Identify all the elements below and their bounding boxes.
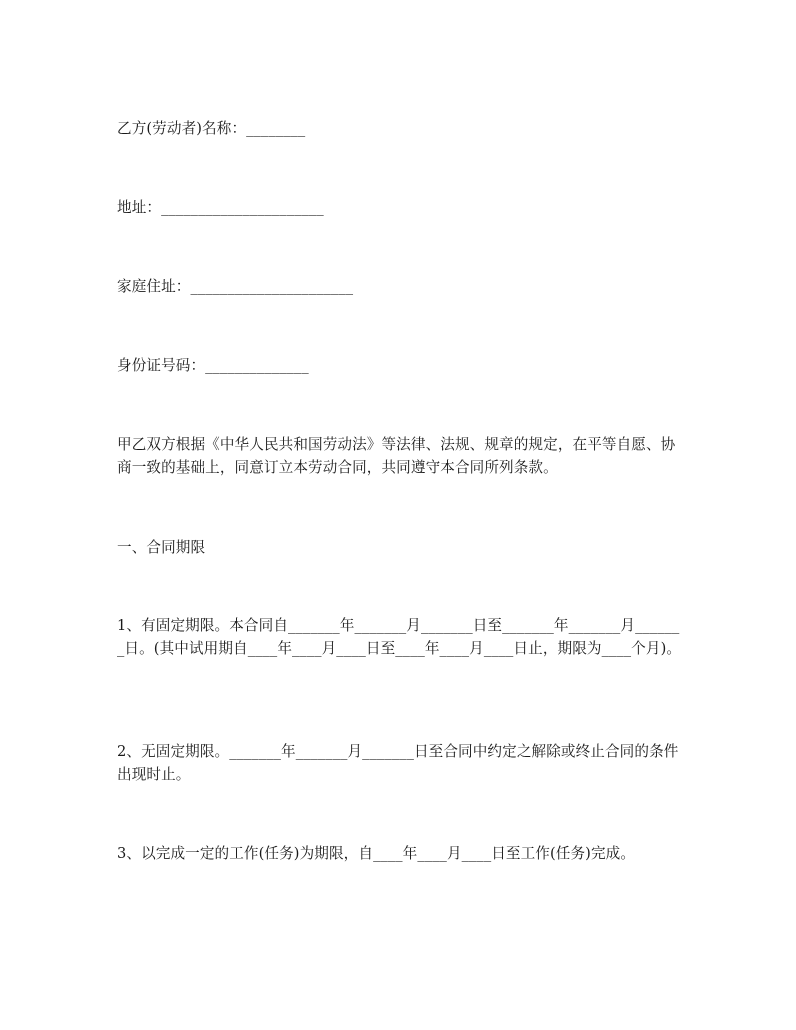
clause-task-based-term: 3、以完成一定的工作(任务)为期限，自____年____月____日至工作(任务)完成。 — [117, 845, 636, 862]
home-address-field: 家庭住址：______________________ — [117, 278, 354, 295]
party-b-name-field: 乙方(劳动者)名称：________ — [117, 120, 306, 137]
section-heading-contract-term: 一、合同期限 — [117, 539, 206, 556]
clause-open-term: 2、无固定期限。_______年_______月_______日至合同中约定之解除或终止合同的条件出现时止。 — [117, 743, 679, 783]
id-number-field: 身份证号码：______________ — [117, 357, 309, 374]
clause-fixed-term: 1、有固定期限。本合同自_______年_______月_______日至_______年_______月_______日。(其中试用期自____年____月____日至____年____月____日止，期限为____个月)。 — [117, 617, 682, 657]
address-field: 地址：______________________ — [117, 199, 324, 216]
preamble-paragraph: 甲乙双方根据《中华人民共和国劳动法》等法律、法规、规章的规定，在平等自愿、协商一致的基础上，同意订立本劳动合同，共同遵守本合同所列条款。 — [117, 436, 676, 476]
